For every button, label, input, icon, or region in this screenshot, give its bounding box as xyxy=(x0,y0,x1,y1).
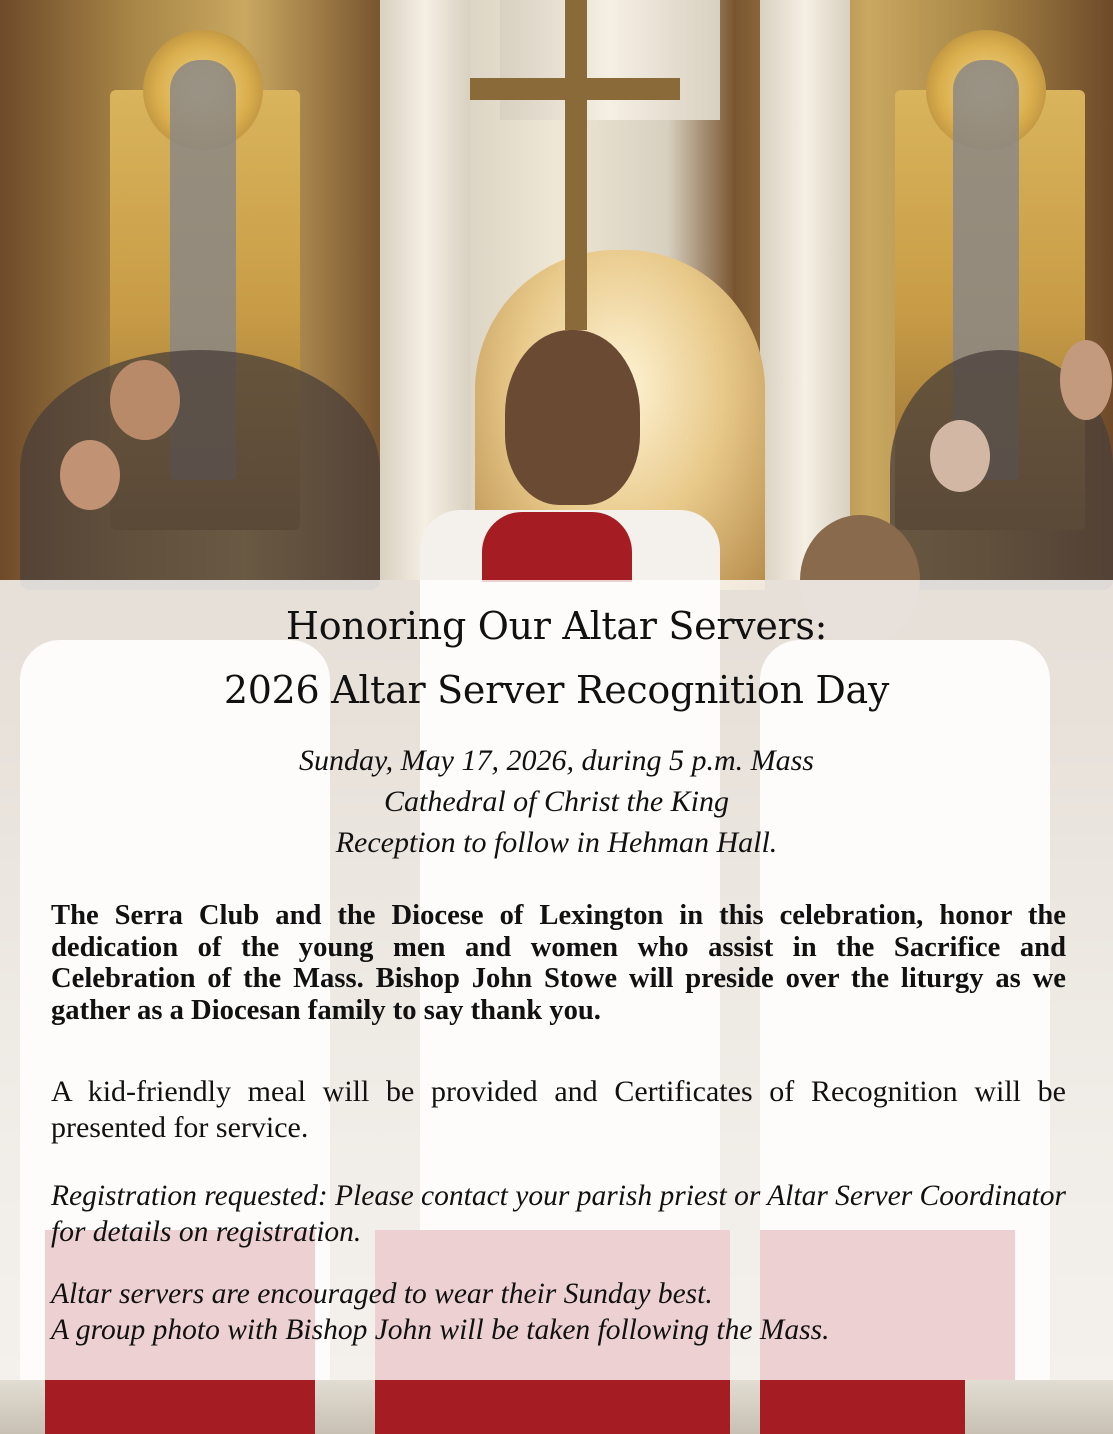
server-cassock-right-bottom xyxy=(760,1380,965,1434)
heading-line-2: 2026 Altar Server Recognition Day xyxy=(223,668,890,712)
right-pillar xyxy=(760,0,850,580)
meal-paragraph: A kid-friendly meal will be provided and Certificates of Recognition will be presented for service. xyxy=(51,1075,1066,1144)
processional-cross-arm xyxy=(470,78,680,100)
heading-line-1: Honoring Our Altar Servers: xyxy=(285,604,828,648)
attire-line: Altar servers are encouraged to wear their Sunday best. xyxy=(51,1278,713,1310)
server-head-center xyxy=(505,330,640,505)
left-pillar xyxy=(380,0,470,580)
congregant-head xyxy=(930,420,990,492)
event-location: Cathedral of Christ the King xyxy=(383,785,730,818)
server-cassock-center-bottom xyxy=(375,1380,730,1434)
photo-line: A group photo with Bishop John will be taken following the Mass. xyxy=(51,1314,830,1346)
server-collar-center xyxy=(482,512,632,582)
registration-paragraph: Registration requested: Please contact your parish priest or Altar Server Coordinator for details on registration. xyxy=(51,1180,1066,1248)
flyer-content xyxy=(0,580,1113,1380)
intro-paragraph: The Serra Club and the Diocese of Lexington in this celebration, honor the dedication of the young men and women who assist in the Sacrifice and Celebration of the Mass. Bishop John Stowe will preside over the liturgy as we gather as a Diocesan family to say thank you. xyxy=(51,900,1066,1026)
server-cassock-left-bottom xyxy=(45,1380,315,1434)
congregant-head xyxy=(60,440,120,510)
center-column xyxy=(500,0,720,120)
attire-paragraph xyxy=(51,1276,1066,1348)
event-details xyxy=(0,740,1113,863)
congregant-head xyxy=(110,360,180,440)
event-datetime: Sunday, May 17, 2026, during 5 p.m. Mass xyxy=(299,744,814,777)
event-reception: Reception to follow in Hehman Hall. xyxy=(335,826,778,859)
processional-cross xyxy=(565,0,587,330)
congregant-head xyxy=(1060,340,1112,420)
